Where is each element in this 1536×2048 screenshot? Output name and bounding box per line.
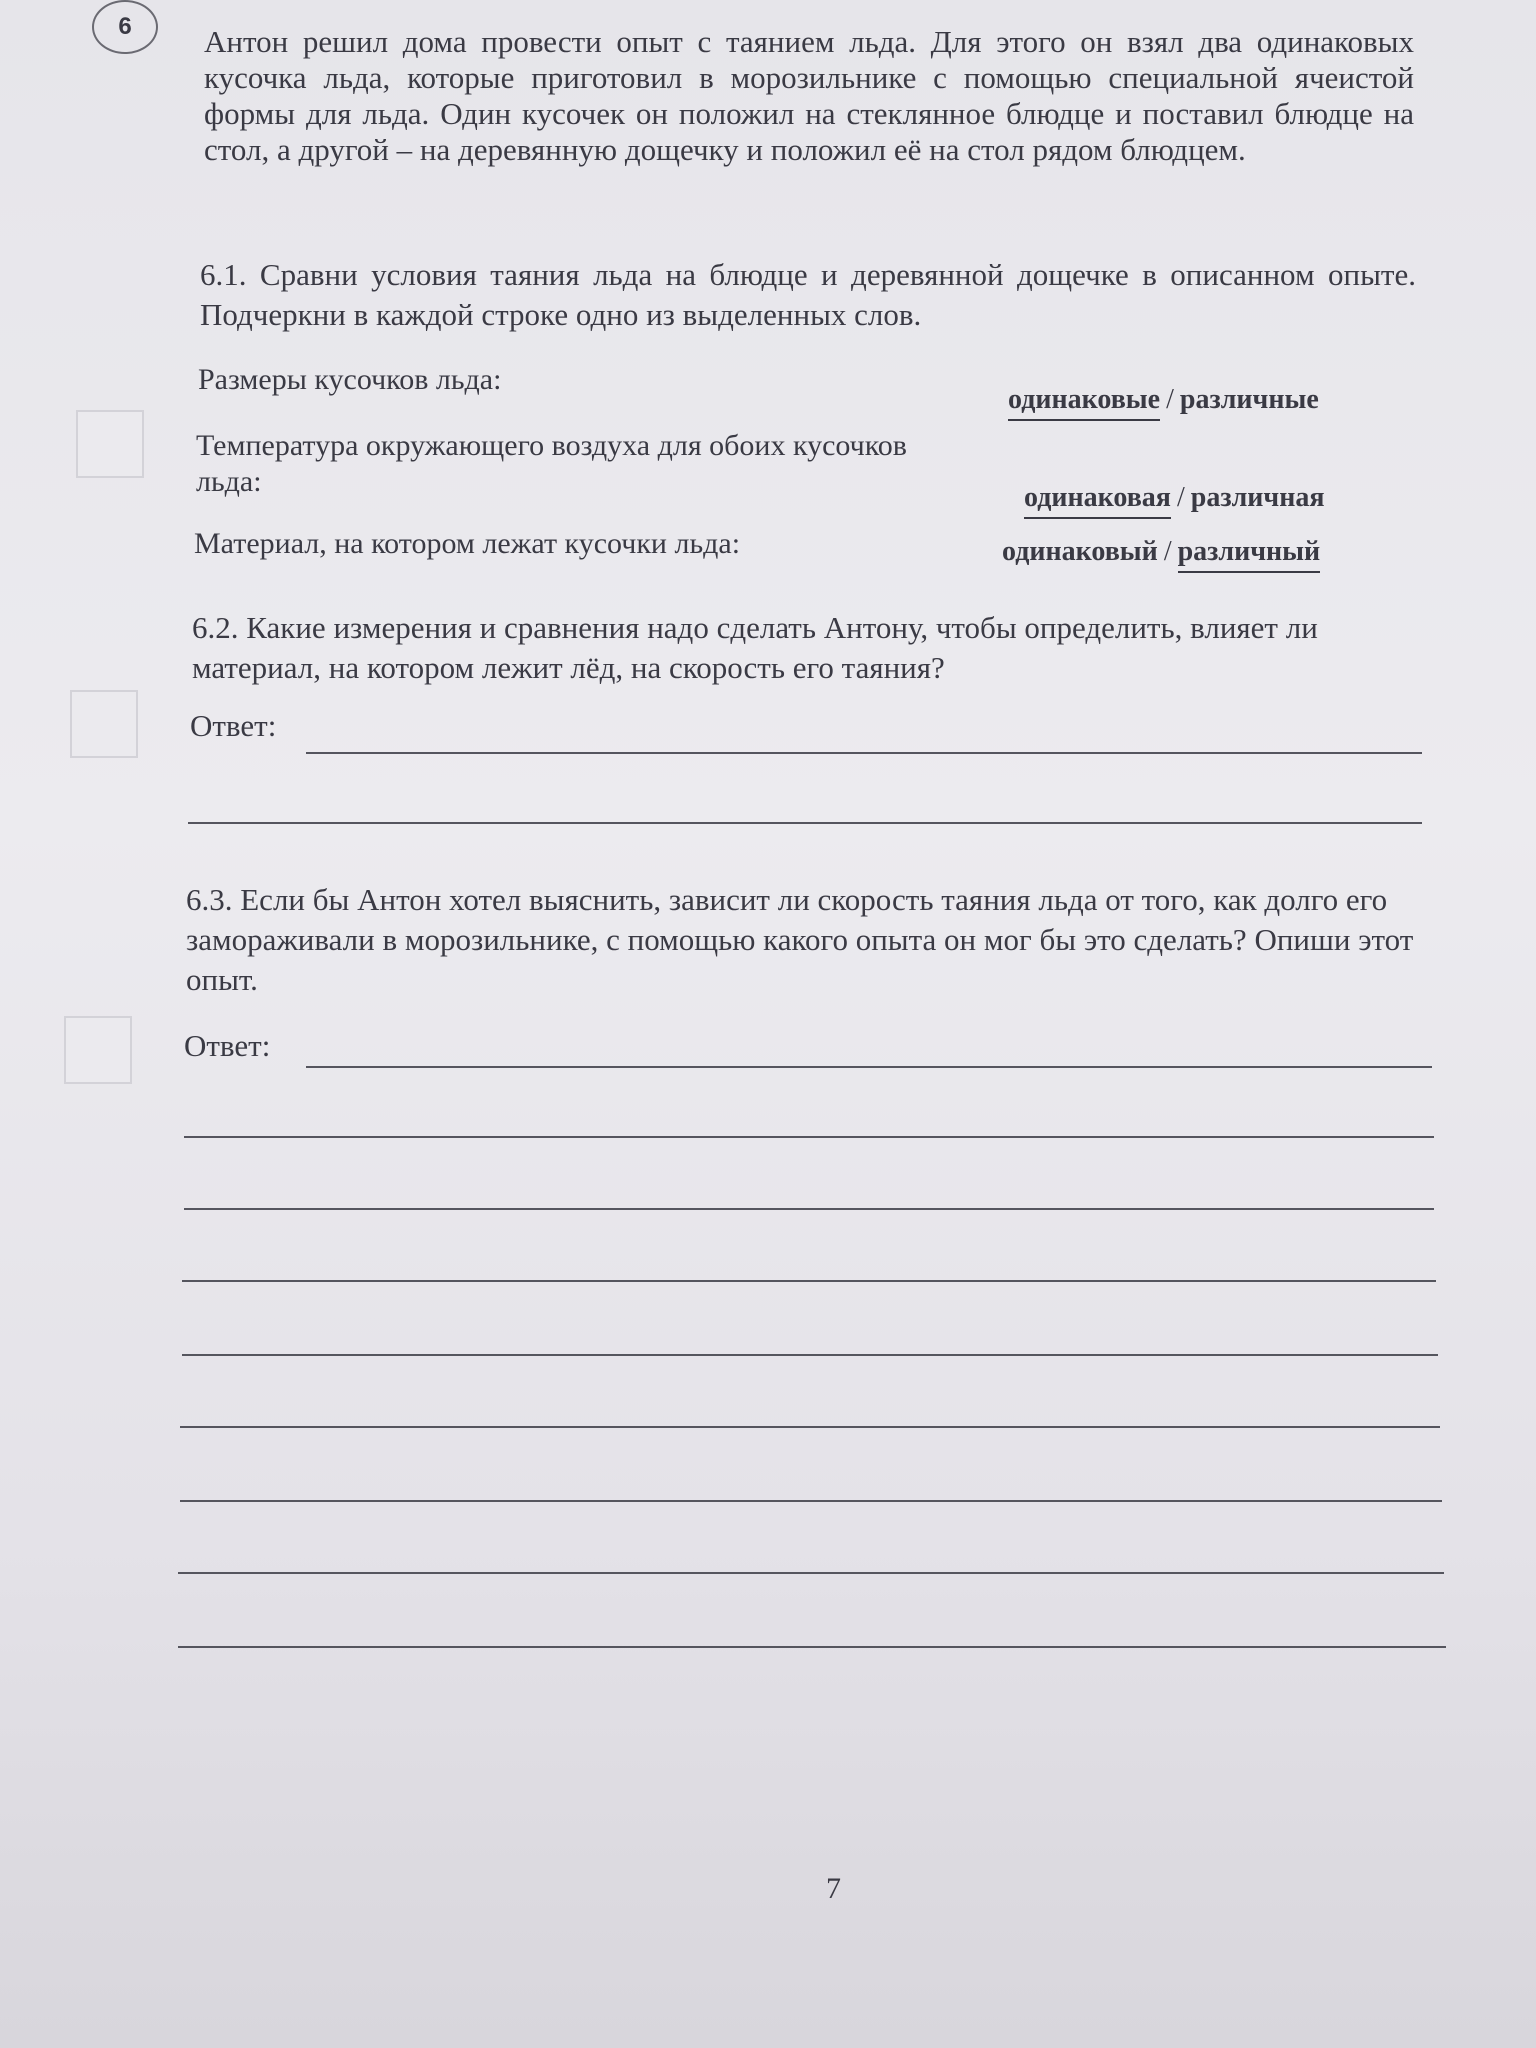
- score-box-6-3[interactable]: [64, 1016, 132, 1084]
- row-1-separator: /: [1166, 384, 1174, 415]
- page-number: 7: [826, 1872, 841, 1905]
- answer-line-6-3-3[interactable]: [184, 1208, 1434, 1210]
- row-1-choices: [1008, 384, 1319, 416]
- row-1-option-b[interactable]: различные: [1179, 384, 1319, 415]
- question-6-2-text: 6.2. Какие измерения и сравнения надо сделать Антону, чтобы определить, влияет ли материал, на котором лежит лёд, на скорость его таяния?: [192, 610, 1318, 685]
- row-3-option-a[interactable]: одинаковый: [1002, 536, 1158, 567]
- row-3-choices: [1002, 536, 1320, 568]
- row-2-option-a[interactable]: одинаковая: [1024, 482, 1171, 519]
- row-2-separator: /: [1176, 482, 1185, 513]
- task-intro-text: Антон решил дома провести опыт с таянием льда. Для этого он взял два одинаковых кусочка льда, которые приготовил в морозильнике с помощью специальной ячеистой формы для льда. Один кусочек он положил на стеклянное блюдце и поставил блюдце на стол, а другой – на деревянную дощечку и положил её на стол рядом блюдцем.: [204, 24, 1414, 167]
- question-6-3-text: 6.3. Если бы Антон хотел выяснить, зависит ли скорость таяния льда от того, как долго его замораживали в морозильнике, с помощью какого опыта он мог бы это сделать? Опиши этот опыт.: [186, 882, 1414, 997]
- task-number-badge: 6: [92, 0, 158, 54]
- answer-line-6-3-7[interactable]: [180, 1500, 1442, 1502]
- row-3-separator: /: [1163, 536, 1172, 567]
- score-box-6-2[interactable]: [70, 690, 138, 758]
- answer-line-6-3-4[interactable]: [182, 1280, 1436, 1282]
- row-2-option-b[interactable]: различная: [1190, 482, 1325, 513]
- answer-label-6-3: Ответ:: [184, 1028, 271, 1063]
- answer-line-6-3-1[interactable]: [306, 1066, 1432, 1068]
- answer-line-6-2-1[interactable]: [306, 752, 1422, 754]
- answer-line-6-3-9[interactable]: [178, 1646, 1446, 1648]
- question-6-1-text: 6.1. Сравни условия таяния льда на блюдце и деревянной дощечке в описанном опыте. Подчеркни в каждой строке одно из выделенных слов.: [200, 257, 1416, 332]
- row-3-label: Материал, на котором лежат кусочки льда:: [194, 527, 741, 560]
- score-box-6-1[interactable]: [76, 410, 144, 478]
- row-2-label: Температура окружающего воздуха для обоих кусочков льда:: [196, 429, 907, 498]
- answer-line-6-3-8[interactable]: [178, 1572, 1444, 1574]
- row-1-option-a[interactable]: одинаковые: [1008, 384, 1160, 421]
- answer-label-6-2: Ответ:: [190, 708, 277, 743]
- row-1-label: Размеры кусочков льда:: [198, 363, 502, 396]
- answer-line-6-3-5[interactable]: [182, 1354, 1438, 1356]
- answer-line-6-3-2[interactable]: [184, 1136, 1434, 1138]
- row-3-option-b[interactable]: различный: [1178, 536, 1321, 573]
- answer-line-6-2-2[interactable]: [188, 822, 1422, 824]
- row-2-choices: [1024, 482, 1325, 514]
- answer-line-6-3-6[interactable]: [180, 1426, 1440, 1428]
